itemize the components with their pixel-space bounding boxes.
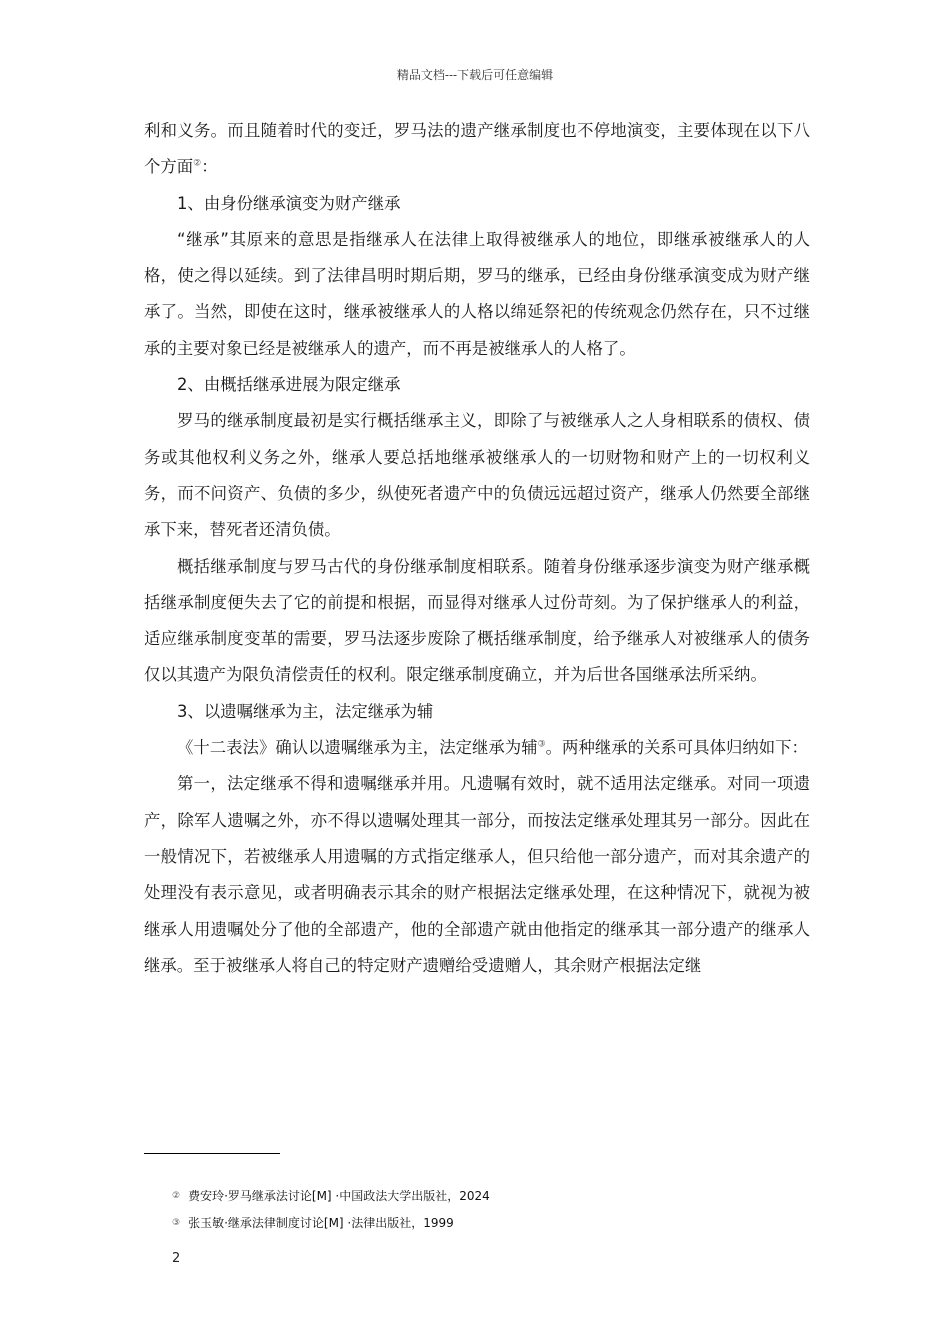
paragraph-6: 第一，法定继承不得和遗嘱继承并用。凡遗嘱有效时，就不适用法定继承。对同一项遗产，除军人遗嘱之外，亦不得以遗嘱处理其一部分，而按法定继承处理其另一部分。因此在一般情况下，若被继承人用遗嘱的方式指定继承人，但只给他一部分遗产，而对其余遗产的处理没有表示意见，或者明确表示其余的财产根据法定继承处理，在这种情况下，就视为被继承人用遗嘱处分了他的全部遗产，他的全部遗产就由他指定的继承其一部分遗产的继承人继承。至于被继承人将自己的特定财产遗赠给受遗赠人，其余财产根据法定继 (144, 774, 810, 975)
page-number: 2 (172, 1251, 181, 1266)
footnote-text: 张玉敏·继承法律制度讨论[M] ·法律出版社，1999 (188, 1216, 454, 1230)
footnote-divider (144, 1153, 280, 1154)
footnote-text: 费安玲·罗马继承法讨论[M] ·中国政法大学出版社，2024 (188, 1189, 490, 1203)
section-heading-2: 2、由概括继承进展为限定继承 (177, 375, 401, 395)
paragraph-4: 概括继承制度与罗马古代的身份继承制度相联系。随着身份继承逐步演变为财产继承概括继承制度便失去了它的前提和根据，而显得对继承人过份苛刻。为了保护继承人的利益，适应继承制度变革的需要，罗马法逐步废除了概括继承制度，给予继承人对被继承人的债务仅以其遗产为限负清偿责任的权利。限定继承制度确立，并为后世各国继承法所采纳。 (144, 556, 810, 685)
footnote-ref-3[interactable]: ③ (537, 739, 546, 750)
section-heading-1: 1、由身份继承演变为财产继承 (177, 193, 401, 213)
document-body (144, 113, 810, 984)
paragraph-1: 利和义务。而且随着时代的变迁，罗马法的遗产继承制度也不停地演变，主要体现在以下八个方面②： (144, 121, 810, 177)
paragraph-5: 《十二表法》确认以遗嘱继承为主，法定继承为辅③。两种继承的关系可具体归纳如下： (177, 738, 808, 758)
footnote-ref-2[interactable]: ② (193, 158, 202, 169)
footnote-mark: ② (172, 1191, 181, 1201)
page-header: 精品文档---下载后可任意编辑 (396, 68, 554, 82)
paragraph-3: 罗马的继承制度最初是实行概括继承主义，即除了与被继承人之人身相联系的债权、债务或其他权利义务之外，继承人要总括地继承被继承人的一切财物和财产上的一切权利义务，而不问资产、负债的多少，纵使死者遗产中的负债远远超过资产，继承人仍然要全部继承下来，替死者还清负债。 (144, 411, 810, 540)
footnote-item (172, 1183, 490, 1210)
section-heading-3: 3、以遗嘱继承为主，法定继承为辅 (177, 701, 434, 721)
paragraph-2: “继承”其原来的意思是指继承人在法律上取得被继承人的地位，即继承被继承人的人格，使之得以延续。到了法律昌明时期后期，罗马的继承，已经由身份继承演变成为财产继承了。当然，即使在这时，继承被继承人的人格以绵延祭祀的传统观念仍然存在，只不过继承的主要对象已经是被继承人的遗产，而不再是被继承人的人格了。 (144, 229, 810, 358)
footnotes (172, 1183, 490, 1237)
footnote-item (172, 1210, 490, 1237)
footnote-mark: ③ (172, 1218, 181, 1228)
